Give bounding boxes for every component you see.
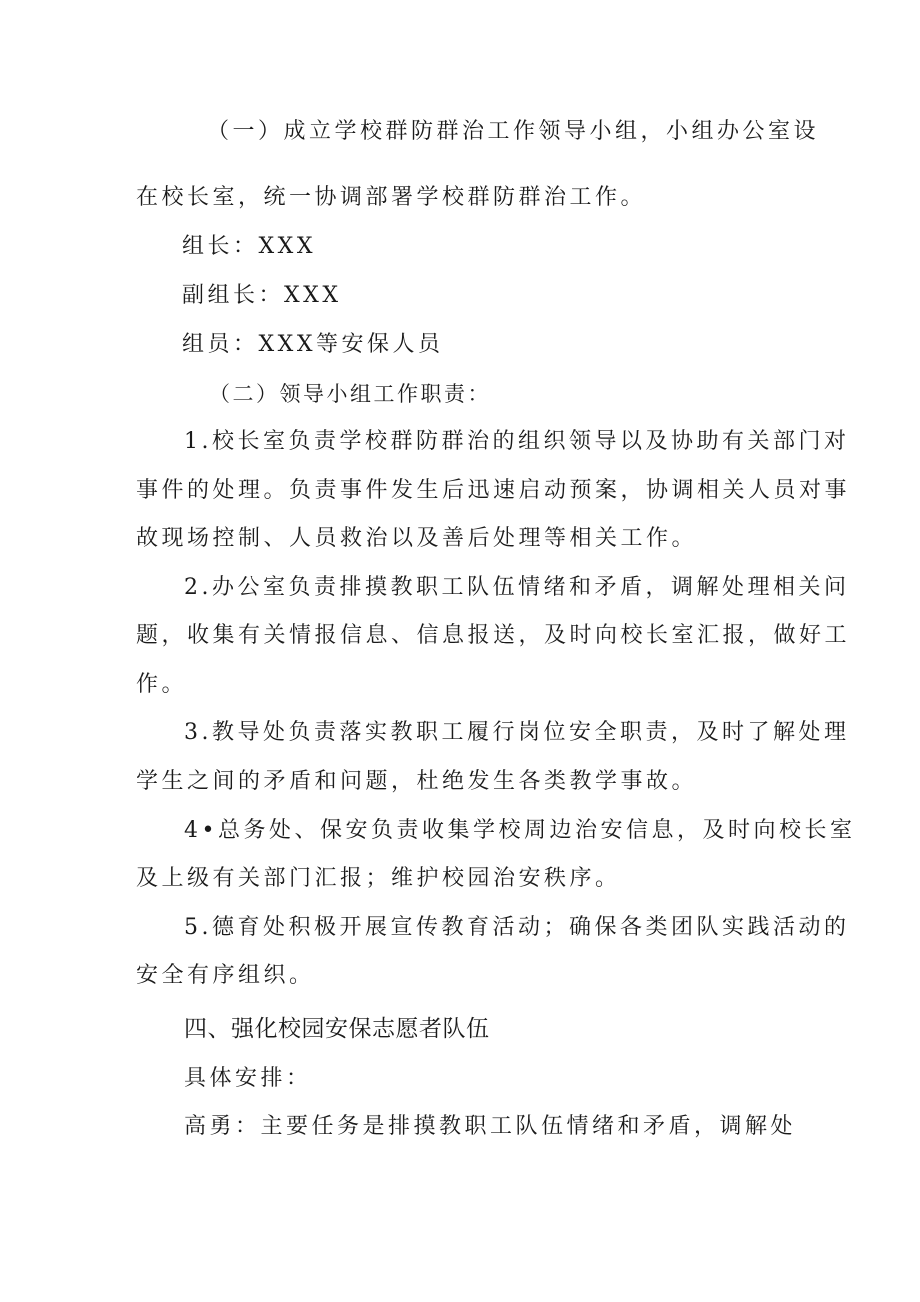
duty-3-line1: 3.教导处负责落实教职工履行岗位安全职责，及时了解处理 — [184, 720, 850, 745]
duty-4-line1: 4•总务处、保安负责收集学校周边治安信息，及时向校长室 — [184, 818, 856, 843]
gaoyong-line1: 高勇：主要任务是排摸教职工队伍情绪和矛盾，调解处 — [184, 1114, 797, 1139]
duty-3-line2: 学生之间的矛盾和问题，杜绝发生各类教学事故。 — [136, 769, 698, 794]
duty-1-line2: 事件的处理。负责事件发生后迅速启动预案，协调相关人员对事 — [136, 478, 851, 503]
duties-title: （二）领导小组工作职责： — [209, 382, 491, 406]
paragraph-leadership-group-line1: （一）成立学校群防群治工作领导小组，小组办公室设 — [207, 119, 820, 144]
duty-1-line1: 1.校长室负责学校群防群治的组织领导以及协助有关部门对 — [184, 429, 850, 454]
leader-line: 组长：XXX — [182, 234, 316, 259]
duty-2-line2: 题，收集有关情报信息、信息报送，及时向校长室汇报，做好工 — [136, 623, 851, 648]
duty-5-line1: 5.德育处积极开展宣传教育活动；确保各类团队实践活动的 — [184, 915, 850, 940]
duty-2-line1: 2.办公室负责排摸教职工队伍情绪和矛盾，调解处理相关问 — [184, 575, 850, 600]
duty-4-line2: 及上级有关部门汇报；维护校园治安秩序。 — [136, 866, 621, 891]
duty-1-line3: 故现场控制、人员救治以及善后处理等相关工作。 — [136, 526, 698, 551]
duty-5-line2: 安全有序组织。 — [136, 963, 315, 988]
section-heading-volunteers: 四、强化校园安保志愿者队伍 — [184, 1016, 490, 1042]
members-line: 组员：XXX等安保人员 — [182, 332, 444, 357]
arrangement-label: 具体安排： — [184, 1066, 312, 1091]
paragraph-leadership-group-line2: 在校长室，统一协调部署学校群防群治工作。 — [136, 185, 647, 210]
deputy-leader-line: 副组长：XXX — [182, 283, 342, 308]
duty-2-line3: 作。 — [136, 672, 188, 697]
